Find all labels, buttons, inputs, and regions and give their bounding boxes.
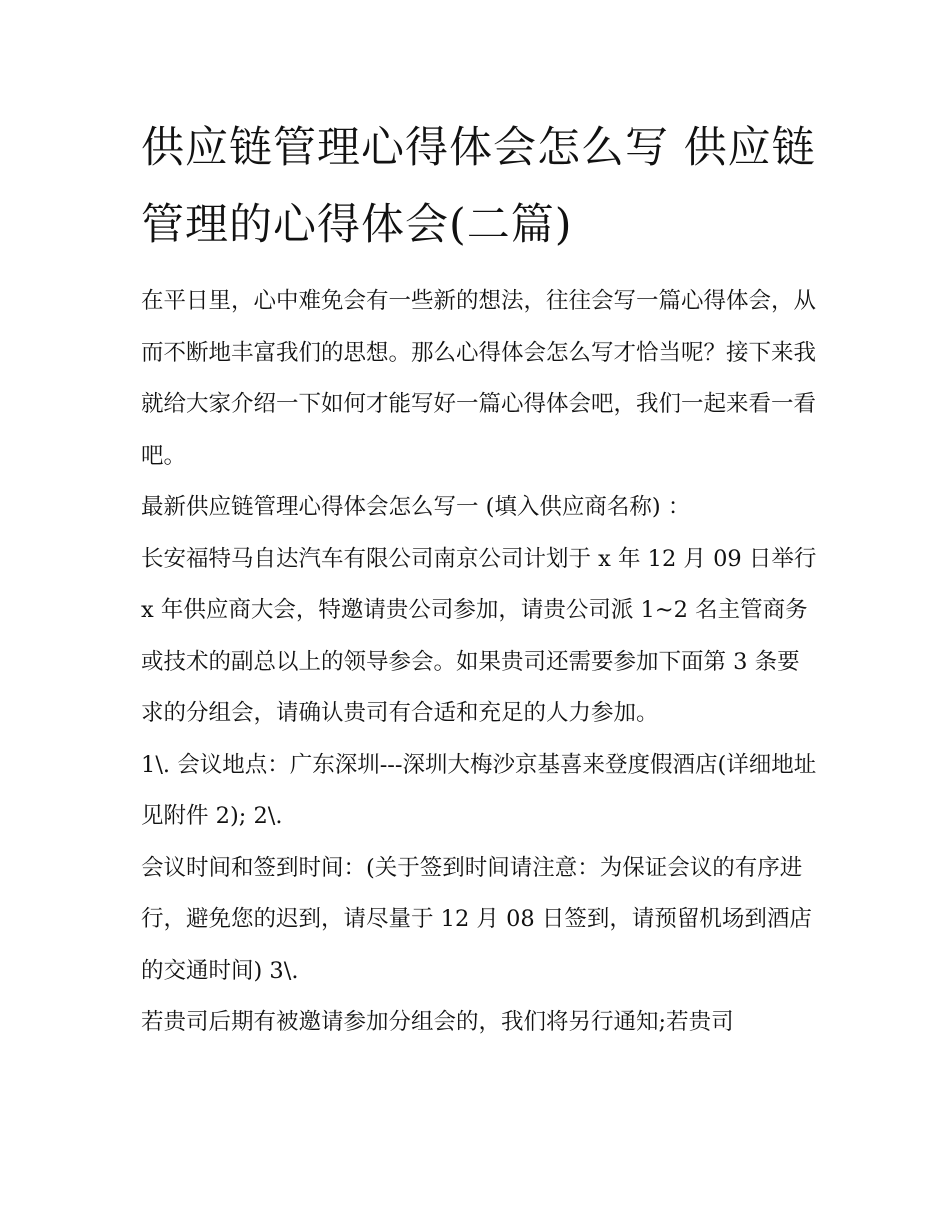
paragraph-breakout: 若贵司后期有被邀请参加分组会的，我们将另行通知;若贵司	[141, 1009, 734, 1035]
paragraph-time: 会议时间和签到时间：(关于签到时间请注意：为保证会议的有序进行，避免您的迟到，请尽量于 12 月 08 日签到，请预留机场到酒店的交通时间) 3\.	[141, 854, 812, 984]
paragraph-salutation: 最新供应链管理心得体会怎么写一 (填入供应商名称) ：	[141, 494, 691, 520]
document-body	[141, 110, 821, 1049]
paragraph-intro: 在平日里，心中难免会有一些新的想法，往往会写一篇心得体会，从而不断地丰富我们的思想。那么心得体会怎么写才恰当呢？接下来我就给大家介绍一下如何才能写好一篇心得体会吧，我们一起来看一看吧。	[141, 288, 817, 469]
paragraph-venue: 1\. 会议地点：广东深圳---深圳大梅沙京基喜来登度假酒店(详细地址见附件 2); 2\.	[141, 751, 817, 829]
paragraph-invitation: 长安福特马自达汽车有限公司南京公司计划于 x 年 12 月 09 日举行 x 年供应商大会，特邀请贵公司参加，请贵公司派 1~2 名主管商务或技术的副总以上的领导参会。如果贵司还需要参加下面第 3 条要求的分组会，请确认贵司有合适和充足的人力参加。	[141, 545, 817, 726]
document-title: 供应链管理心得体会怎么写 供应链管理的心得体会(二篇)	[141, 123, 816, 250]
